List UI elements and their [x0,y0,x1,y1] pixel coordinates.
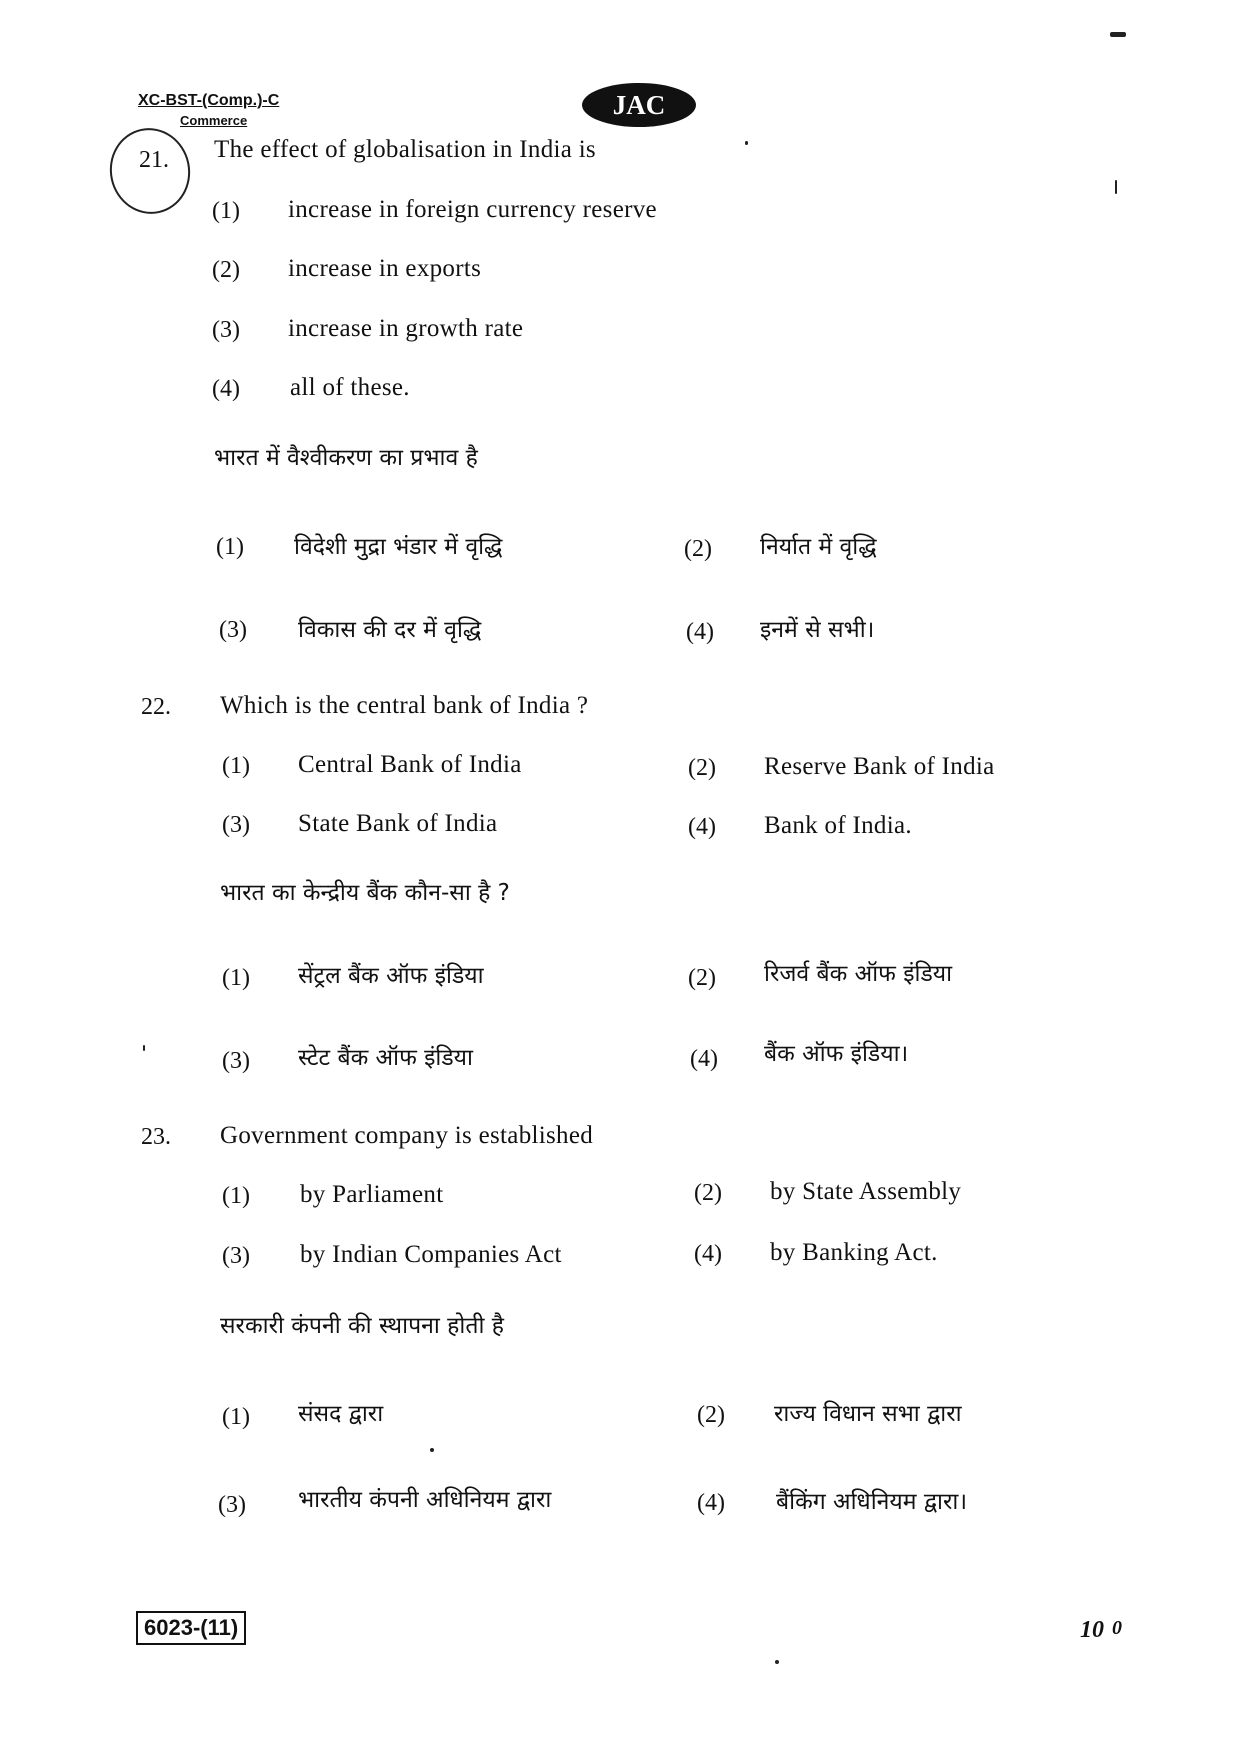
option-label: (3) [222,1243,250,1269]
option-label: (4) [686,619,714,645]
option-text: all of these. [290,374,410,401]
option-label: (4) [697,1490,725,1516]
question-text: Which is the central bank of India ? [220,692,589,719]
jac-badge: JAC [582,83,696,127]
paper-code-box: 6023-(11) [136,1611,246,1645]
option-label: (2) [212,257,240,283]
question-text: The effect of globalisation in India is [214,136,596,163]
option-label: (4) [690,1046,718,1072]
option-text-hindi: रिजर्व बैंक ऑफ इंडिया [764,961,953,987]
option-label: (3) [222,1048,250,1074]
option-text-hindi: निर्यात में वृद्धि [760,534,877,560]
option-text: Reserve Bank of India [764,753,995,780]
option-label: (1) [222,965,250,991]
option-text: increase in foreign currency reserve [288,196,657,223]
option-text-hindi: बैंक ऑफ इंडिया। [764,1041,909,1067]
scan-speck [1115,180,1117,194]
question-text-hindi: भारत का केन्द्रीय बैंक कौन-सा है ? [220,880,510,906]
option-text-hindi: संसद द्वारा [298,1401,384,1427]
option-label: (2) [688,965,716,991]
scan-mark [1110,32,1126,37]
option-text-hindi: विदेशी मुद्रा भंडार में वृद्धि [294,534,503,560]
scan-speck [745,141,748,145]
option-text-hindi: राज्य विधान सभा द्वारा [774,1401,962,1427]
option-text: by Indian Companies Act [300,1241,562,1268]
option-label: (3) [212,317,240,343]
option-text: by Parliament [300,1181,444,1208]
option-label: (3) [222,812,250,838]
option-label: (1) [212,198,240,224]
question-text-hindi: भारत में वैश्वीकरण का प्रभाव है [214,445,478,471]
page-number: 10 [1080,1617,1104,1643]
option-label: (4) [694,1241,722,1267]
option-label: (4) [688,814,716,840]
option-label: (2) [688,755,716,781]
question-text: Government company is established [220,1122,594,1149]
option-label: (1) [222,1404,250,1430]
scan-speck [775,1660,779,1664]
option-text: by State Assembly [770,1178,962,1205]
option-text-hindi: स्टेट बैंक ऑफ इंडिया [298,1045,473,1071]
question-number: 22. [141,694,171,720]
option-text: by Banking Act. [770,1239,938,1266]
option-text-hindi: इनमें से सभी। [760,617,875,643]
option-label: (2) [697,1402,725,1428]
question-number: 23. [141,1124,171,1150]
question-text-hindi: सरकारी कंपनी की स्थापना होती है [220,1313,504,1339]
question-number: 21. [139,147,169,173]
corner-mark: 0 [1112,1617,1122,1639]
option-label: (1) [222,1183,250,1209]
option-label: (3) [218,1492,246,1518]
option-text: Central Bank of India [298,751,522,778]
subject-label: Commerce [180,113,248,128]
option-text: State Bank of India [298,810,498,837]
option-label: (1) [222,753,250,779]
option-text-hindi: सेंट्रल बैंक ऑफ इंडिया [298,963,484,989]
scan-speck [430,1448,434,1452]
option-text: increase in growth rate [288,315,524,342]
option-label: (3) [219,617,247,643]
option-text-hindi: बैंकिंग अधिनियम द्वारा। [776,1489,968,1515]
option-label: (2) [684,536,712,562]
option-text-hindi: विकास की दर में वृद्धि [298,617,482,643]
paper-code: XC-BST-(Comp.)-C [138,92,280,109]
option-text: increase in exports [288,255,482,282]
option-text: Bank of India. [764,812,912,839]
option-label: (1) [216,534,244,560]
scan-speck [143,1045,145,1051]
option-label: (4) [212,376,240,402]
option-text-hindi: भारतीय कंपनी अधिनियम द्वारा [298,1487,552,1513]
option-label: (2) [694,1180,722,1206]
